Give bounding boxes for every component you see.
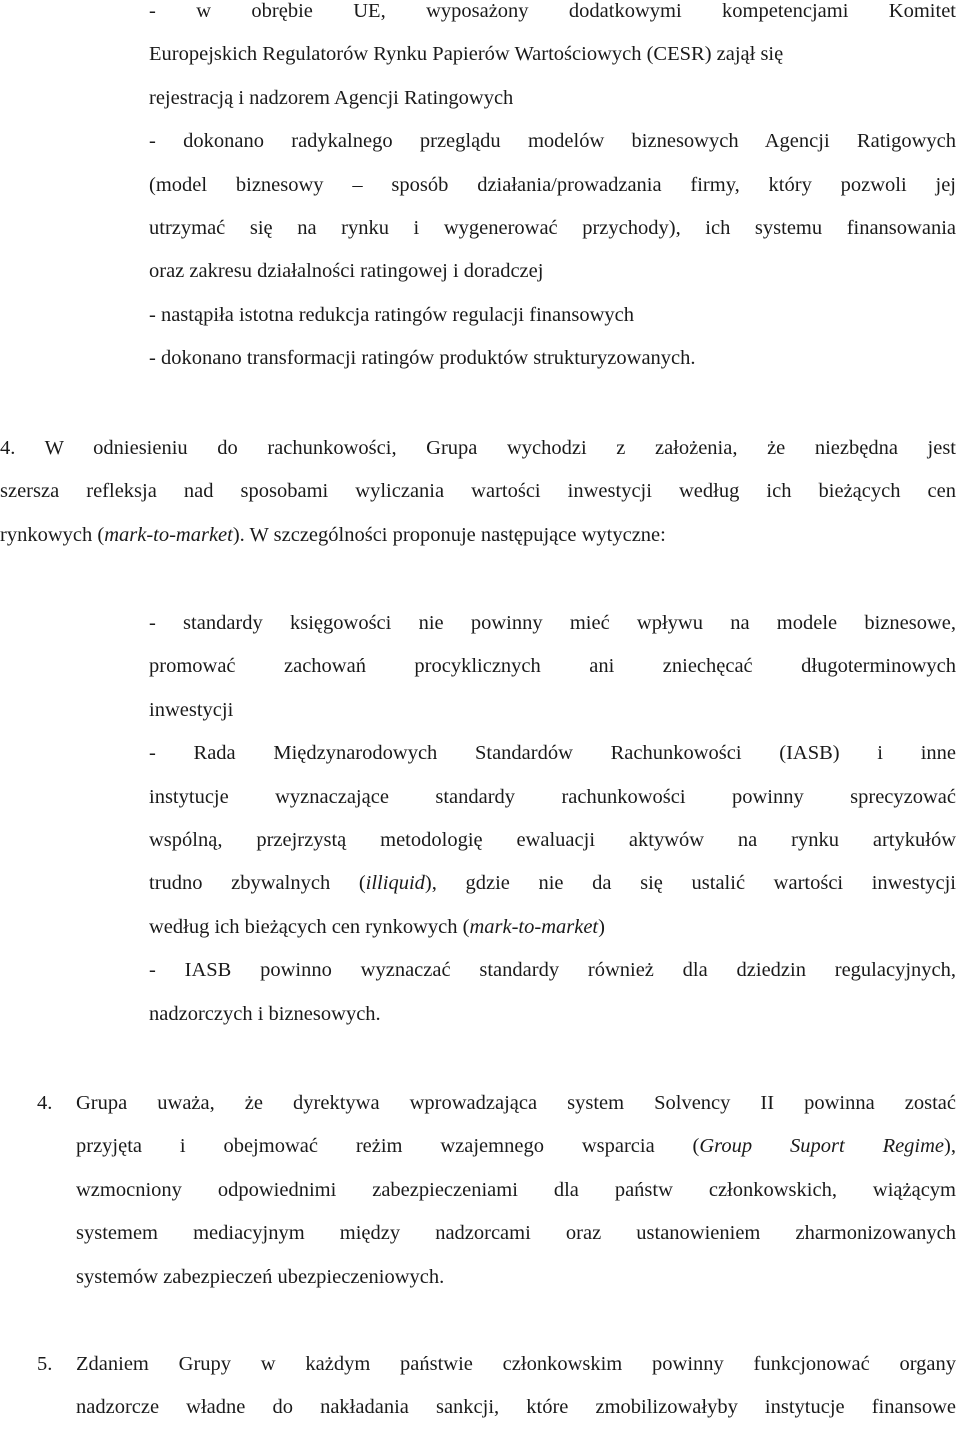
paragraph-line	[76, 1125, 956, 1168]
paragraph-line: wzmocniony odpowiednimi zabezpieczeniami dla państw członkowskich, wiążącym	[76, 1178, 956, 1201]
text-run: przyjęta i obejmować reżim wzajemnego wsparcia (	[76, 1135, 700, 1158]
paragraph-line	[0, 514, 956, 557]
list-line: - nastąpiła istotna redukcja ratingów regulacji finansowych	[149, 303, 635, 326]
list-line: wspólną, przejrzystą metodologię ewaluacji aktywów na rynku artykułów	[149, 828, 956, 851]
list-line: - IASB powinno wyznaczać standardy również dla dziedzin regulacyjnych,	[149, 959, 956, 982]
sanctions-paragraph	[76, 1343, 956, 1430]
text-run: rynkowych (	[0, 523, 105, 546]
list-line: - w obrębie UE, wyposażony dodatkowymi kompetencjami Komitet	[149, 0, 956, 22]
list-line: nadzorczych i biznesowych.	[149, 1002, 381, 1025]
accounting-paragraph	[0, 427, 956, 557]
italic-term: mark-to-market	[104, 523, 233, 546]
text-run: )	[598, 915, 605, 938]
paragraph-line: nadzorcze władne do nakładania sankcji, które zmobilizowałyby instytucje finansowe	[76, 1396, 956, 1419]
list-line: oraz zakresu działalności ratingowej i doradczej	[149, 260, 544, 283]
solvency-paragraph	[76, 1082, 956, 1299]
paragraph-line: 4. W odniesieniu do rachunkowości, Grupa wychodzi z założenia, że niezbędna jest	[0, 437, 956, 459]
text-run: według ich bieżących cen rynkowych (	[149, 915, 470, 938]
ratings-agencies-list	[149, 0, 956, 381]
list-line: instytucje wyznaczające standardy rachunkowości powinny sprecyzować	[149, 785, 956, 808]
list-line: inwestycji	[149, 698, 234, 721]
paragraph-line: Zdaniem Grupy w każdym państwie członkowskim powinny funkcjonować organy	[76, 1353, 956, 1375]
paragraph-line: systemem mediacyjnym między nadzorcami oraz ustanowieniem zharmonizowanych	[76, 1222, 956, 1245]
point-number: 4.	[37, 1092, 53, 1114]
text-run: trudno zbywalnych (	[149, 872, 366, 895]
list-line: Europejskich Regulatorów Rynku Papierów Wartościowych (CESR) zajął się	[149, 43, 784, 66]
list-line: rejestracją i nadzorem Agencji Ratingowych	[149, 86, 514, 109]
list-line: (model biznesowy – sposób działania/prowadzania firmy, który pozwoli jej	[149, 173, 956, 196]
text-run: ). W szczególności proponuje następujące wytyczne:	[232, 523, 666, 546]
paragraph-line: Grupa uważa, że dyrektywa wprowadzająca system Solvency II powinna zostać	[76, 1092, 956, 1114]
italic-term: mark-to-market	[469, 915, 599, 938]
list-line: utrzymać się na rynku i wygenerować przychody), ich systemu finansowania	[149, 216, 956, 239]
list-line	[149, 906, 956, 949]
paragraph-line: systemów zabezpieczeń ubezpieczeniowych.	[76, 1265, 445, 1288]
list-line	[149, 862, 956, 905]
italic-term: Group Suport Regime	[699, 1135, 945, 1158]
list-line: - Rada Międzynarodowych Standardów Rachunkowości (IASB) i inne	[149, 742, 956, 765]
point-number: 5.	[37, 1353, 53, 1375]
italic-term: illiquid	[365, 872, 425, 895]
list-line: - standardy księgowości nie powinny mieć wpływu na modele biznesowe,	[149, 612, 956, 634]
paragraph-line: szersza refleksja nad sposobami wyliczania wartości inwestycji według ich bieżących cen	[0, 480, 956, 503]
list-line: - dokonano radykalnego przeglądu modelów biznesowych Agencji Ratigowych	[149, 130, 956, 153]
list-line: - dokonano transformacji ratingów produktów strukturyzowanych.	[149, 347, 696, 370]
guidelines-list	[149, 602, 956, 1036]
text-run: ), gdzie nie da się ustalić wartości inwestycji	[424, 872, 956, 895]
text-run: ),	[944, 1135, 956, 1158]
list-line: promować zachowań procyklicznych ani zniechęcać długoterminowych	[149, 655, 956, 678]
